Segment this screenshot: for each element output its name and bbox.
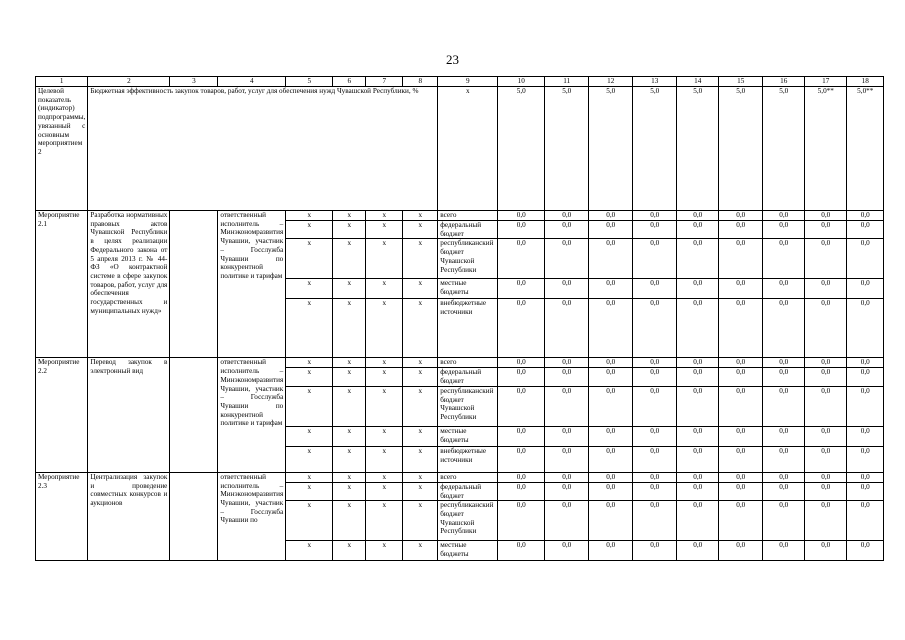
funding-value: 0,0 — [545, 368, 589, 386]
funding-value: 0,0 — [633, 368, 677, 386]
funding-source: местные бюджеты — [438, 426, 498, 446]
code-cell: x — [286, 541, 333, 561]
funding-value: 0,0 — [805, 211, 847, 221]
funding-value: 0,0 — [719, 358, 763, 368]
funding-value: 0,0 — [805, 386, 847, 426]
indicator-value: 5,0 — [589, 87, 633, 211]
funding-value: 0,0 — [633, 279, 677, 299]
funding-value: 0,0 — [847, 472, 884, 482]
code-cell: x — [366, 482, 403, 500]
funding-value: 0,0 — [589, 472, 633, 482]
funding-value: 0,0 — [763, 386, 805, 426]
code-cell: x — [333, 446, 366, 472]
code-cell: x — [403, 221, 438, 239]
funding-value: 0,0 — [719, 472, 763, 482]
funding-value: 0,0 — [805, 299, 847, 358]
column-number: 9 — [438, 77, 498, 87]
code-cell: x — [403, 386, 438, 426]
funding-value: 0,0 — [805, 472, 847, 482]
measure-description: Перевод закупок в электронный вид — [88, 358, 170, 472]
code-cell: x — [333, 501, 366, 541]
code-cell: x — [403, 541, 438, 561]
funding-value: 0,0 — [633, 386, 677, 426]
code-cell: x — [403, 299, 438, 358]
funding-value: 0,0 — [677, 299, 719, 358]
code-cell: x — [366, 358, 403, 368]
funding-value: 0,0 — [589, 368, 633, 386]
funding-value: 0,0 — [763, 368, 805, 386]
indicator-value: 5,0 — [763, 87, 805, 211]
funding-value: 0,0 — [847, 239, 884, 279]
funding-value: 0,0 — [719, 541, 763, 561]
funding-value: 0,0 — [633, 472, 677, 482]
funding-value: 0,0 — [847, 386, 884, 426]
code-cell: x — [366, 426, 403, 446]
funding-source: федеральный бюджет — [438, 368, 498, 386]
funding-value: 0,0 — [847, 541, 884, 561]
funding-value: 0,0 — [847, 426, 884, 446]
measure-name: Мероприятие 2.1 — [36, 211, 88, 358]
funding-value: 0,0 — [633, 299, 677, 358]
indicator-value: 5,0 — [633, 87, 677, 211]
code-cell: x — [286, 239, 333, 279]
code-cell: x — [286, 472, 333, 482]
funding-value: 0,0 — [847, 501, 884, 541]
funding-value: 0,0 — [589, 446, 633, 472]
funding-value: 0,0 — [719, 221, 763, 239]
code-cell: x — [286, 279, 333, 299]
funding-value: 0,0 — [633, 482, 677, 500]
column-number: 6 — [333, 77, 366, 87]
funding-value: 0,0 — [498, 221, 545, 239]
column-number: 5 — [286, 77, 333, 87]
code-cell: x — [403, 472, 438, 482]
funding-value: 0,0 — [498, 299, 545, 358]
funding-value: 0,0 — [498, 541, 545, 561]
funding-value: 0,0 — [805, 482, 847, 500]
funding-source: местные бюджеты — [438, 541, 498, 561]
funding-value: 0,0 — [545, 472, 589, 482]
funding-source: всего — [438, 358, 498, 368]
code-cell: x — [333, 358, 366, 368]
funding-value: 0,0 — [498, 358, 545, 368]
code-cell: x — [333, 211, 366, 221]
column-number: 17 — [805, 77, 847, 87]
funding-value: 0,0 — [589, 541, 633, 561]
code-cell: x — [403, 279, 438, 299]
funding-value: 0,0 — [498, 472, 545, 482]
funding-value: 0,0 — [677, 368, 719, 386]
funding-value: 0,0 — [545, 358, 589, 368]
code-cell: x — [286, 386, 333, 426]
funding-value: 0,0 — [545, 299, 589, 358]
funding-source: республиканский бюджет Чувашской Республики — [438, 501, 498, 541]
code-cell: x — [333, 279, 366, 299]
funding-value: 0,0 — [633, 358, 677, 368]
funding-value: 0,0 — [677, 446, 719, 472]
indicator-value: 5,0 — [719, 87, 763, 211]
funding-value: 0,0 — [633, 211, 677, 221]
funding-value: 0,0 — [589, 358, 633, 368]
funding-value: 0,0 — [589, 482, 633, 500]
indicator-value: 5,0** — [805, 87, 847, 211]
funding-value: 0,0 — [763, 221, 805, 239]
column-number: 13 — [633, 77, 677, 87]
measure-executor: ответственный исполнитель – Минэкономразвития Чувашии, участник – Госслужба Чувашии по — [218, 472, 286, 560]
measure-description: Разработка нормативных правовых актов Чувашской Республики в целях реализации Федерального закона от 5 апреля 2013 г. № 44-ФЗ «О контрактной системе в сфере закупок товаров, работ, услуг для обеспечения государственных и муниципальных нужд» — [88, 211, 170, 358]
code-cell: x — [403, 358, 438, 368]
funding-value: 0,0 — [498, 501, 545, 541]
funding-value: 0,0 — [545, 279, 589, 299]
funding-value: 0,0 — [763, 211, 805, 221]
funding-value: 0,0 — [589, 426, 633, 446]
indicator-value: 5,0 — [677, 87, 719, 211]
funding-value: 0,0 — [719, 299, 763, 358]
indicator-row — [36, 87, 884, 211]
code-cell: x — [403, 482, 438, 500]
funding-value: 0,0 — [677, 211, 719, 221]
funding-value: 0,0 — [677, 426, 719, 446]
code-cell: x — [333, 386, 366, 426]
code-cell: x — [333, 541, 366, 561]
indicator-label: Целевой показатель (индикатор) подпрограммы, увязанный с основным мероприятием 2 — [36, 87, 88, 211]
funding-value: 0,0 — [633, 446, 677, 472]
funding-source: внебюджетные источники — [438, 299, 498, 358]
funding-value: 0,0 — [805, 239, 847, 279]
measure-empty-cell — [170, 211, 218, 358]
code-cell: x — [333, 472, 366, 482]
measure-name: Мероприятие 2.3 — [36, 472, 88, 560]
code-cell: x — [403, 501, 438, 541]
code-cell: x — [333, 239, 366, 279]
code-cell: x — [333, 482, 366, 500]
funding-value: 0,0 — [805, 279, 847, 299]
code-cell: x — [333, 221, 366, 239]
code-cell: x — [366, 239, 403, 279]
funding-row — [36, 472, 884, 482]
funding-value: 0,0 — [763, 482, 805, 500]
funding-value: 0,0 — [677, 358, 719, 368]
funding-value: 0,0 — [763, 299, 805, 358]
column-number: 10 — [498, 77, 545, 87]
code-cell: x — [403, 239, 438, 279]
funding-value: 0,0 — [847, 482, 884, 500]
measure-description: Централизация закупок и проведение совместных конкурсов и аукционов — [88, 472, 170, 560]
measure-executor: ответственный исполнитель – Минэкономразвития Чувашии, участник – Госслужба Чувашии по конкурентной политике и тарифам — [218, 211, 286, 358]
funding-value: 0,0 — [633, 239, 677, 279]
funding-value: 0,0 — [805, 426, 847, 446]
funding-value: 0,0 — [677, 501, 719, 541]
code-cell: x — [403, 446, 438, 472]
funding-value: 0,0 — [847, 279, 884, 299]
funding-value: 0,0 — [677, 482, 719, 500]
column-number: 18 — [847, 77, 884, 87]
funding-value: 0,0 — [498, 482, 545, 500]
funding-value: 0,0 — [677, 472, 719, 482]
indicator-code: x — [438, 87, 498, 211]
measure-empty-cell — [170, 358, 218, 472]
funding-value: 0,0 — [589, 211, 633, 221]
funding-value: 0,0 — [589, 299, 633, 358]
funding-value: 0,0 — [677, 239, 719, 279]
code-cell: x — [286, 221, 333, 239]
funding-value: 0,0 — [677, 541, 719, 561]
code-cell: x — [366, 386, 403, 426]
column-number-row — [36, 77, 884, 87]
funding-value: 0,0 — [719, 368, 763, 386]
code-cell: x — [366, 501, 403, 541]
measure-executor: ответственный исполнитель – Минэкономразвития Чувашии, участник – Госслужба Чувашии по конкурентной политике и тарифам — [218, 358, 286, 472]
funding-source: местные бюджеты — [438, 279, 498, 299]
code-cell: x — [403, 426, 438, 446]
code-cell: x — [366, 279, 403, 299]
code-cell: x — [366, 299, 403, 358]
code-cell: x — [286, 358, 333, 368]
column-number: 16 — [763, 77, 805, 87]
code-cell: x — [333, 299, 366, 358]
code-cell: x — [286, 211, 333, 221]
funding-value: 0,0 — [763, 501, 805, 541]
code-cell: x — [286, 501, 333, 541]
funding-value: 0,0 — [763, 426, 805, 446]
measure-empty-cell — [170, 472, 218, 560]
indicator-value: 5,0** — [847, 87, 884, 211]
funding-value: 0,0 — [847, 358, 884, 368]
funding-value: 0,0 — [763, 358, 805, 368]
indicator-value: 5,0 — [498, 87, 545, 211]
funding-value: 0,0 — [847, 368, 884, 386]
funding-value: 0,0 — [545, 426, 589, 446]
column-number: 11 — [545, 77, 589, 87]
code-cell: x — [403, 211, 438, 221]
column-number: 4 — [218, 77, 286, 87]
funding-value: 0,0 — [763, 541, 805, 561]
funding-value: 0,0 — [719, 279, 763, 299]
funding-value: 0,0 — [545, 211, 589, 221]
funding-value: 0,0 — [677, 279, 719, 299]
code-cell: x — [366, 211, 403, 221]
column-number: 8 — [403, 77, 438, 87]
funding-value: 0,0 — [545, 541, 589, 561]
funding-value: 0,0 — [805, 501, 847, 541]
funding-value: 0,0 — [589, 386, 633, 426]
funding-value: 0,0 — [498, 239, 545, 279]
funding-source: республиканский бюджет Чувашской Республики — [438, 386, 498, 426]
funding-value: 0,0 — [847, 211, 884, 221]
code-cell: x — [403, 368, 438, 386]
funding-value: 0,0 — [763, 446, 805, 472]
funding-value: 0,0 — [633, 426, 677, 446]
funding-value: 0,0 — [847, 446, 884, 472]
funding-value: 0,0 — [719, 426, 763, 446]
code-cell: x — [286, 482, 333, 500]
funding-value: 0,0 — [633, 541, 677, 561]
code-cell: x — [333, 426, 366, 446]
funding-value: 0,0 — [545, 386, 589, 426]
funding-value: 0,0 — [633, 501, 677, 541]
funding-value: 0,0 — [589, 279, 633, 299]
funding-value: 0,0 — [498, 446, 545, 472]
funding-value: 0,0 — [498, 386, 545, 426]
funding-value: 0,0 — [545, 482, 589, 500]
funding-value: 0,0 — [719, 446, 763, 472]
funding-source: всего — [438, 211, 498, 221]
funding-value: 0,0 — [805, 358, 847, 368]
funding-value: 0,0 — [498, 426, 545, 446]
funding-value: 0,0 — [847, 299, 884, 358]
funding-value: 0,0 — [498, 279, 545, 299]
code-cell: x — [286, 426, 333, 446]
funding-value: 0,0 — [719, 386, 763, 426]
column-number: 3 — [170, 77, 218, 87]
column-number: 2 — [88, 77, 170, 87]
funding-value: 0,0 — [763, 239, 805, 279]
funding-value: 0,0 — [805, 541, 847, 561]
funding-value: 0,0 — [719, 239, 763, 279]
column-number: 7 — [366, 77, 403, 87]
funding-value: 0,0 — [589, 239, 633, 279]
funding-value: 0,0 — [498, 211, 545, 221]
funding-value: 0,0 — [545, 239, 589, 279]
column-number: 12 — [589, 77, 633, 87]
column-number: 15 — [719, 77, 763, 87]
program-table — [35, 76, 884, 561]
column-number: 1 — [36, 77, 88, 87]
column-number: 14 — [677, 77, 719, 87]
page-number: 23 — [446, 52, 459, 67]
funding-source: федеральный бюджет — [438, 221, 498, 239]
funding-value: 0,0 — [763, 279, 805, 299]
funding-row — [36, 358, 884, 368]
code-cell: x — [366, 368, 403, 386]
funding-value: 0,0 — [545, 221, 589, 239]
code-cell: x — [366, 472, 403, 482]
code-cell: x — [366, 221, 403, 239]
code-cell: x — [366, 446, 403, 472]
funding-value: 0,0 — [805, 446, 847, 472]
funding-value: 0,0 — [805, 221, 847, 239]
indicator-value: 5,0 — [545, 87, 589, 211]
funding-source: внебюджетные источники — [438, 446, 498, 472]
measure-name: Мероприятие 2.2 — [36, 358, 88, 472]
funding-value: 0,0 — [498, 368, 545, 386]
code-cell: x — [286, 299, 333, 358]
funding-value: 0,0 — [545, 501, 589, 541]
funding-value: 0,0 — [589, 501, 633, 541]
funding-value: 0,0 — [545, 446, 589, 472]
funding-value: 0,0 — [677, 221, 719, 239]
funding-value: 0,0 — [589, 221, 633, 239]
indicator-description: Бюджетная эффективность закупок товаров, работ, услуг для обеспечения нужд Чувашской Республики, % — [88, 87, 438, 211]
funding-value: 0,0 — [805, 368, 847, 386]
funding-value: 0,0 — [633, 221, 677, 239]
funding-value: 0,0 — [719, 482, 763, 500]
funding-value: 0,0 — [719, 211, 763, 221]
code-cell: x — [286, 368, 333, 386]
code-cell: x — [286, 446, 333, 472]
funding-value: 0,0 — [847, 221, 884, 239]
funding-row — [36, 211, 884, 221]
code-cell: x — [333, 368, 366, 386]
code-cell: x — [366, 541, 403, 561]
funding-source: всего — [438, 472, 498, 482]
funding-value: 0,0 — [677, 386, 719, 426]
funding-source: республиканский бюджет Чувашской Республики — [438, 239, 498, 279]
funding-source: федеральный бюджет — [438, 482, 498, 500]
funding-value: 0,0 — [763, 472, 805, 482]
funding-value: 0,0 — [719, 501, 763, 541]
